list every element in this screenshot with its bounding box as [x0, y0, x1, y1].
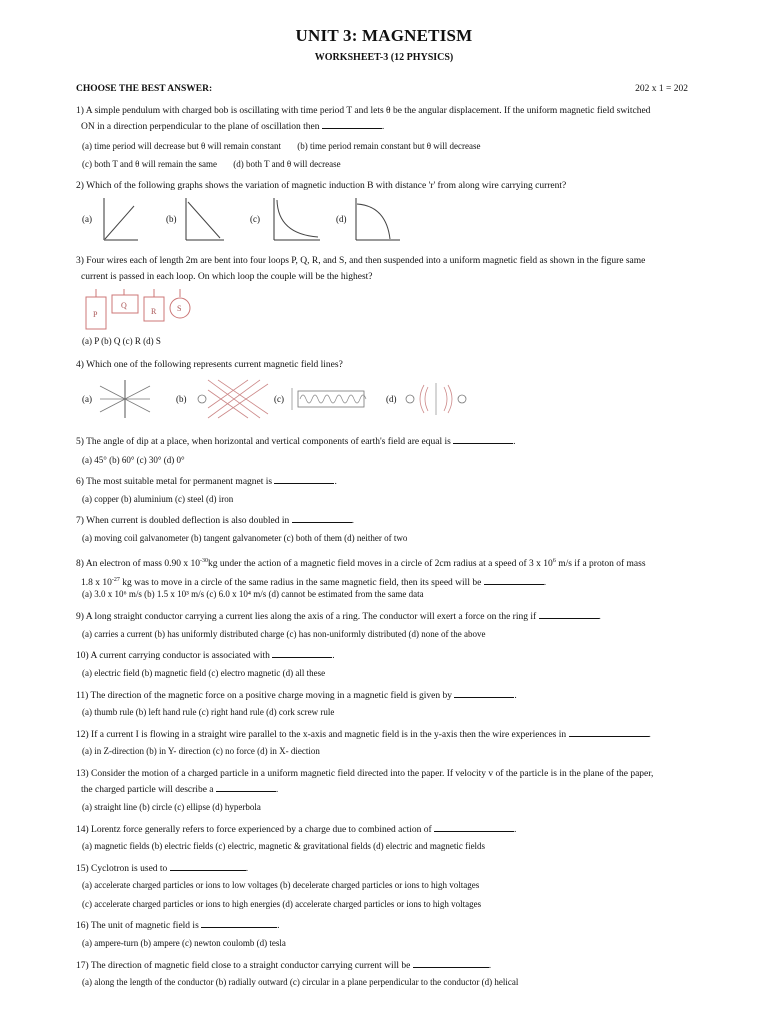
question-text: 11) The direction of the magnetic force on a positive charge moving in a magnetic field is given by [76, 691, 453, 701]
graph-label-d: (d) [336, 214, 347, 224]
graph-a-icon [100, 196, 140, 244]
question-11-options: (a) thumb rule (b) left hand rule (c) right hand rule (d) cork screw rule [82, 707, 335, 717]
answer-blank [274, 475, 334, 484]
question-text: 3) Four wires each of length 2m are bent into four loops P, Q, R, and S, and then suspended into a uniform magnetic field as shown in the figure same [76, 256, 646, 266]
question-12-options: (a) in Z-direction (b) in Y- direction (c) no force (d) in X- diection [82, 746, 320, 756]
field-lines-b-icon [194, 378, 270, 420]
question-9-options: (a) carries a current (b) has uniformly distributed charge (c) has non-uniformly distributed (d) none of the above [82, 629, 486, 639]
question-text: 5) The angle of dip at a place, when horizontal and vertical components of earth's field are equal is [76, 437, 451, 447]
question-text: 8) An electron of mass 0.90 x 10 [76, 559, 201, 570]
question-2 [76, 178, 696, 194]
answer-blank [453, 435, 513, 444]
question-text: 15) Cyclotron is used to [76, 864, 168, 874]
question-text-cont: ON in a direction perpendicular to the plane of oscillation then [81, 122, 320, 132]
question-text: 17) The direction of magnetic field close to a straight conductor carrying current will be [76, 961, 411, 971]
answer-blank [216, 783, 276, 792]
question-16: 16) The unit of magnetic field is . [76, 921, 280, 931]
answer-blank [272, 649, 332, 658]
question-13-options: (a) straight line (b) circle (c) ellipse (d) hyperbola [82, 802, 261, 812]
worksheet-title: UNIT 3: MAGNETISM [295, 26, 473, 45]
answer-blank [292, 514, 352, 523]
question-10: 10) A current carrying conductor is associated with . [76, 651, 335, 661]
loop-label-p: P [93, 310, 98, 319]
question-11: 11) The direction of the magnetic force on a positive charge moving in a magnetic field is given by . [76, 691, 517, 701]
worksheet-subtitle: WORKSHEET-3 (12 PHYSICS) [314, 52, 454, 63]
question-4 [76, 357, 696, 373]
question-3 [76, 253, 696, 285]
question-10-options: (a) electric field (b) magnetic field (c) electro magnetic (d) all these [82, 668, 326, 678]
question-text: kg under the action of a magnetic field moves in a circle of 2cm radius at a speed of 3 x 10 [208, 559, 553, 570]
option-d: (d) both T and θ will decrease [233, 159, 341, 169]
question-1-options-row1 [82, 141, 495, 151]
question-5-options: (a) 45° (b) 60° (c) 30° (d) 0° [82, 455, 185, 465]
graph-d-icon [352, 196, 402, 244]
answer-blank [454, 689, 514, 698]
question-14-options: (a) magnetic fields (b) electric fields (c) electric, magnetic & gravitational fields (d) electric and magnetic fields [82, 841, 486, 851]
answer-blank [434, 823, 514, 832]
question-3-options: (a) P (b) Q (c) R (d) S [82, 336, 161, 346]
answer-blank [539, 610, 599, 619]
loops-figure [82, 289, 192, 333]
loop-label-s: S [177, 304, 182, 313]
answer-blank [201, 919, 277, 928]
question-7: 7) When current is doubled deflection is also doubled in . [76, 516, 355, 526]
question-text: 13) Consider the motion of a charged particle in a uniform magnetic field directed into the paper. If velocity v of the particle is in the plane of the paper, [76, 769, 654, 779]
question-8-options: (a) 3.0 x 10⁶ m/s (b) 1.5 x 10³ m/s (c) 6.0 x 10⁴ m/s (d) cannot be estimated from the same data [82, 589, 424, 599]
graph-b-icon [182, 196, 226, 244]
answer-blank [569, 728, 649, 737]
graph-c-icon [270, 196, 322, 244]
question-17-options: (a) along the length of the conductor (b) radially outward (c) circular in a plane perpendicular to the conductor (d) helical [82, 977, 519, 987]
field-lines-a-icon [98, 380, 152, 418]
field-lines-d-icon [404, 381, 468, 417]
question-text: 2) Which of the following graphs shows the variation of magnetic induction B with distance 'r' from along wire carrying current? [76, 181, 567, 191]
exponent: 6 [552, 558, 556, 564]
loop-label-r: R [151, 307, 157, 316]
field-label-c: (c) [274, 394, 284, 404]
question-text: 7) When current is doubled deflection is also doubled in [76, 516, 290, 526]
question-text: 4) Which one of the following represents current magnetic field lines? [76, 360, 343, 370]
question-text: 14) Lorentz force generally refers to force experienced by a charge due to combined action of [76, 825, 432, 835]
field-label-b: (b) [176, 394, 187, 404]
question-16-options: (a) ampere-turn (b) ampere (c) newton coulomb (d) tesla [82, 938, 286, 948]
question-15-options-row1: (a) accelerate charged particles or ions to low voltages (b) decelerate charged particles or ions to high voltages [82, 880, 480, 890]
field-label-a: (a) [82, 394, 92, 404]
question-text: m/s if a proton of mass [555, 559, 646, 570]
question-1-options-row2 [82, 159, 355, 169]
option-a: (a) time period will decrease but θ will remain constant [82, 141, 281, 151]
question-15: 15) Cyclotron is used to . [76, 864, 249, 874]
question-6-options: (a) copper (b) aluminium (c) steel (d) iron [82, 494, 234, 504]
question-1: 1) A simple pendulum with charged bob is oscillating with time period T and lets θ be the angular displacement. If the uniform magnetic field switched ON in a direction perpendicular to the plane of oscillation then . [76, 103, 696, 135]
option-b: (b) time period remain constant but θ will decrease [297, 141, 481, 151]
question-14: 14) Lorentz force generally refers to force experienced by a charge due to combined action of . [76, 825, 517, 835]
field-lines-c-icon [290, 384, 370, 414]
exponent: -30 [200, 558, 209, 564]
question-15-options-row2: (c) accelerate charged particles or ions to high energies (d) accelerate charged particles or ions to high voltages [82, 899, 482, 909]
question-text: 1) A simple pendulum with charged bob is oscillating with time period T and lets θ be the angular displacement. If the uniform magnetic field switched [76, 106, 651, 116]
question-text-cont: the charged particle will describe a [81, 785, 214, 795]
graph-label-a: (a) [82, 214, 92, 224]
graph-label-c: (c) [250, 214, 260, 224]
question-text: kg was to move in a circle of the same radius in the same magnetic field, then its speed will be [119, 578, 482, 589]
answer-blank [413, 959, 489, 968]
graph-label-b: (b) [166, 214, 177, 224]
question-text-cont: current is passed in each loop. On which loop the couple will be the highest? [81, 272, 373, 282]
question-text: 9) A long straight conductor carrying a current lies along the axis of a ring. The conductor will exert a force on the ring if [76, 612, 537, 622]
question-5: 5) The angle of dip at a place, when horizontal and vertical components of earth's field are equal is . [76, 437, 516, 447]
question-text: 10) A current carrying conductor is associated with [76, 651, 270, 661]
question-9: 9) A long straight conductor carrying a current lies along the axis of a ring. The conductor will exert a force on the ring if . [76, 612, 601, 622]
question-17: 17) The direction of magnetic field close to a straight conductor carrying current will be . [76, 961, 492, 971]
answer-blank [484, 576, 544, 585]
question-13: 13) Consider the motion of a charged particle in a uniform magnetic field directed into the paper. If velocity v of the particle is in the plane of the paper, the charged particle will describe a . [76, 766, 696, 798]
instruction-heading: CHOOSE THE BEST ANSWER: [76, 84, 213, 94]
loop-label-q: Q [121, 301, 127, 310]
answer-blank [170, 862, 246, 871]
option-c: (c) both T and θ will remain the same [82, 159, 217, 169]
answer-blank [322, 120, 382, 129]
question-7-options: (a) moving coil galvanometer (b) tangent galvanometer (c) both of them (d) neither of two [82, 533, 408, 543]
field-label-d: (d) [386, 394, 397, 404]
question-text: 6) The most suitable metal for permanent magnet is [76, 477, 273, 487]
marks-total: 202 x 1 = 202 [635, 84, 688, 94]
question-text: 16) The unit of magnetic field is [76, 921, 199, 931]
question-12: 12) If a current I is flowing in a straight wire parallel to the x-axis and magnetic field is in the y-axis then the wire experiences in . [76, 730, 651, 740]
question-8: 8) An electron of mass 0.90 x $10^{-30}kg$ under the action of a magnetic field moves in a circle of 2cm radius at a speed of 3 x $10^6$ m/s if a proton of mass 1.8 x $10^{-27}$ kg was to move in a circle of the same radius in the same magnetic field, then its speed will be . [76, 558, 646, 589]
question-6: 6) The most suitable metal for permanent magnet is . [76, 477, 337, 487]
exponent: -27 [111, 577, 120, 584]
question-text: 12) If a current I is flowing in a straight wire parallel to the x-axis and magnetic field is in the y-axis then the wire experiences in [76, 730, 567, 740]
question-text: 1.8 x 10 [81, 578, 112, 589]
